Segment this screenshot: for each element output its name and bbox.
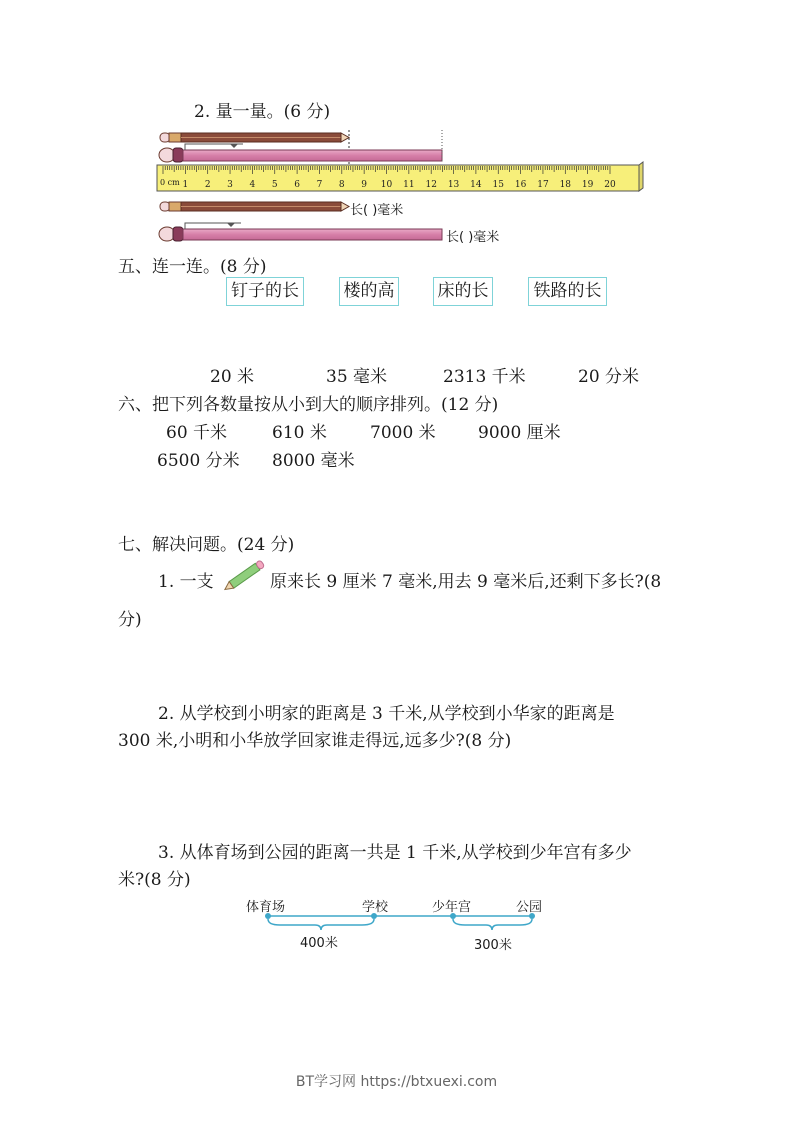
svg-text:19: 19 bbox=[581, 180, 594, 190]
svg-text:7: 7 bbox=[316, 180, 323, 190]
match-value[interactable]: 35 毫米 bbox=[326, 367, 388, 387]
quantity-item: 60 千米 bbox=[166, 423, 228, 443]
svg-text:15: 15 bbox=[492, 180, 504, 190]
match-value[interactable]: 20 分米 bbox=[578, 367, 640, 387]
pen-answer-label: 长( )毫米 bbox=[446, 230, 500, 245]
q7-p3-line2: 米?(8 分) bbox=[118, 870, 191, 890]
q7-p1-tail: 分) bbox=[118, 610, 142, 630]
q7-p1-text: 原来长 9 厘米 7 毫米,用去 9 毫米后,还剩下多长?(8 bbox=[270, 572, 662, 592]
q7-p2-line2: 300 米,小明和小华放学回家谁走得远,远多少?(8 分) bbox=[118, 731, 512, 751]
ruler-unit-label: 0 cm bbox=[160, 178, 180, 187]
svg-text:13: 13 bbox=[447, 180, 460, 190]
location-label: 学校 bbox=[362, 900, 389, 915]
match-value[interactable]: 2313 千米 bbox=[443, 367, 526, 387]
svg-text:2: 2 bbox=[204, 180, 211, 190]
match-item[interactable]: 铁路的长 bbox=[528, 277, 607, 306]
svg-text:14: 14 bbox=[470, 180, 482, 190]
svg-text:17: 17 bbox=[537, 180, 549, 190]
svg-text:3: 3 bbox=[227, 180, 233, 190]
svg-text:18: 18 bbox=[559, 180, 572, 190]
quantity-item: 9000 厘米 bbox=[478, 423, 561, 443]
green-pencil-icon bbox=[222, 556, 272, 592]
svg-text:12: 12 bbox=[425, 180, 437, 190]
pen-icon bbox=[159, 223, 442, 241]
location-label: 体育场 bbox=[246, 900, 286, 915]
quantity-item: 6500 分米 bbox=[157, 451, 240, 471]
q5-title: 五、连一连。(8 分) bbox=[118, 257, 267, 277]
svg-text:8: 8 bbox=[338, 180, 345, 190]
svg-text:20: 20 bbox=[604, 180, 616, 190]
location-label: 公园 bbox=[516, 900, 543, 915]
match-item[interactable]: 钉子的长 bbox=[226, 277, 304, 306]
svg-text:10: 10 bbox=[380, 180, 393, 190]
q7-title: 七、解决问题。(24 分) bbox=[118, 535, 295, 555]
svg-text:5: 5 bbox=[271, 180, 278, 190]
quantity-item: 8000 毫米 bbox=[272, 451, 355, 471]
match-item[interactable]: 床的长 bbox=[433, 277, 493, 306]
q7-p3-line1: 3. 从体育场到公园的距离一共是 1 千米,从学校到少年宫有多少 bbox=[158, 843, 632, 863]
distance-label: 400米 bbox=[300, 936, 338, 951]
q6-title: 六、把下列各数量按从小到大的顺序排列。(12 分) bbox=[118, 395, 499, 415]
svg-text:16: 16 bbox=[514, 180, 527, 190]
svg-text:1: 1 bbox=[182, 180, 189, 190]
svg-text:4: 4 bbox=[249, 180, 256, 190]
match-item[interactable]: 楼的高 bbox=[339, 277, 399, 306]
svg-text:6: 6 bbox=[294, 180, 300, 190]
quantity-item: 610 米 bbox=[272, 423, 327, 443]
pencil-answer-label: 长( )毫米 bbox=[350, 203, 404, 218]
footer-text: BT学习网 https://btxuexi.com bbox=[295, 1074, 498, 1090]
q7-p1-prefix: 1. 一支 bbox=[158, 572, 214, 592]
pencil-icon bbox=[160, 133, 349, 142]
quantity-item: 7000 米 bbox=[370, 423, 436, 443]
q4-part2-title: 2. 量一量。(6 分) bbox=[194, 102, 331, 122]
svg-text:11: 11 bbox=[403, 180, 415, 190]
ruler-measurement-figure bbox=[155, 128, 645, 244]
distance-label: 300米 bbox=[474, 938, 512, 953]
location-label: 少年宫 bbox=[432, 900, 472, 915]
pen-icon bbox=[159, 144, 442, 162]
pencil-icon bbox=[160, 202, 349, 211]
q7-p2-line1: 2. 从学校到小明家的距离是 3 千米,从学校到小华家的距离是 bbox=[158, 704, 615, 724]
svg-text:9: 9 bbox=[361, 180, 368, 190]
match-value[interactable]: 20 米 bbox=[210, 367, 255, 387]
